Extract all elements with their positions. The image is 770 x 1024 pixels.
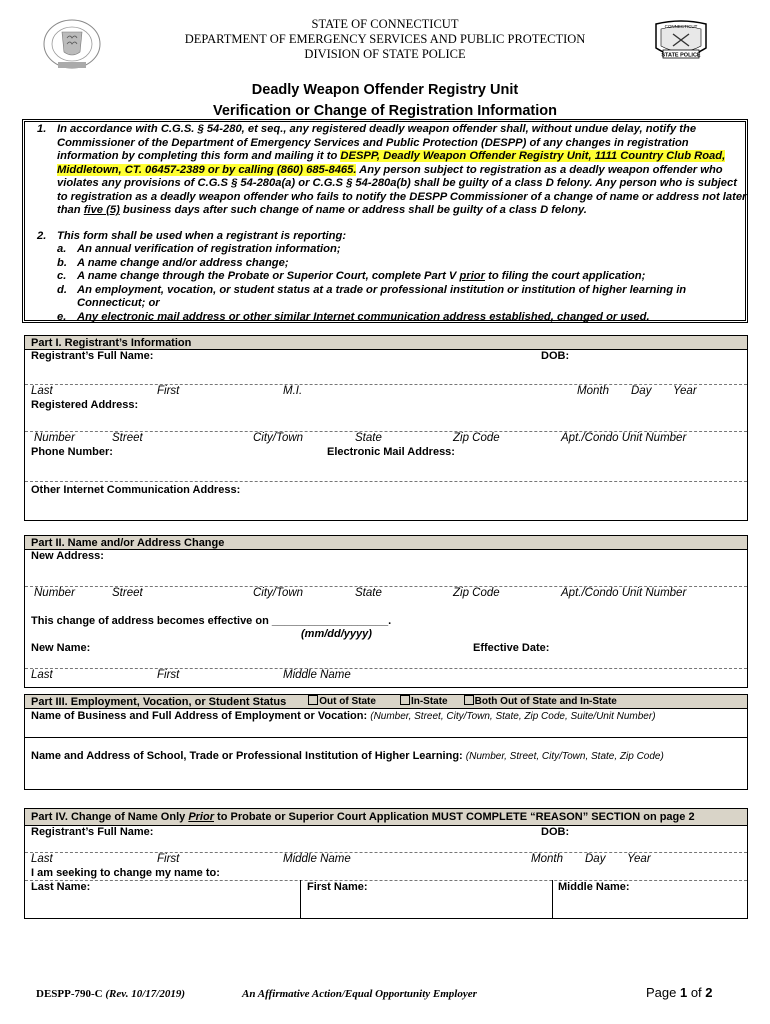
page-title: Deadly Weapon Offender Registry Unit [251,82,519,98]
apt-label: Apt./Condo Unit Number [561,432,687,444]
new-address-label: New Address: [31,550,104,562]
number-label: Number [34,432,75,444]
state-label: State [355,432,382,444]
state-label: State [355,587,382,599]
seeking-label: I am seeking to change my name to: [31,867,220,879]
city-label: City/Town [253,432,304,444]
badge-text: STATE POLICE [661,52,701,59]
reporting-list [57,243,737,324]
other-address-label: Other Internet Communication Address: [31,484,241,496]
first-name-label: First Name: [307,881,368,893]
month-label: Month [531,853,563,865]
effective-date-label: Effective Date: [473,642,550,654]
new-name-field[interactable] [25,668,747,669]
registered-address-label: Registered Address: [31,399,139,411]
effective-on-label: This change of address becomes effective on ___________________. [31,615,392,627]
instructions-box [22,119,748,323]
email-label: Electronic Mail Address: [327,446,455,458]
part-4-header: Part IV. Change of Name Only Prior to Probate or Superior Court Application MUST COMPLETE “REASON” SECTION on page 2 [25,809,747,826]
seeking-divider [25,880,747,881]
last-label: Last [31,669,53,681]
both-checkbox[interactable] [464,695,474,705]
dob-label: DOB: [541,826,570,838]
form-id: DESPP-790-C (Rev. 10/17/2019) [36,988,185,1000]
zip-label: Zip Code [453,587,500,599]
instruction-paragraph-1 [57,123,747,218]
list-item: d. An employment, vocation, or student status at a trade or professional institution or institution of higher learning in Connecticut; or [57,283,687,309]
year-label: Year [627,853,651,865]
header-line-department: DEPARTMENT OF EMERGENCY SERVICES AND PUBLIC PROTECTION [184,32,586,46]
part-3-employment-status [24,694,748,790]
full-name-label: Registrant’s Full Name: [31,350,154,362]
part-1-registrant-info [24,335,748,521]
middle-label: Middle Name [283,669,351,681]
first-label: First [157,853,180,865]
phone-email-field[interactable] [25,481,747,482]
month-label: Month [577,385,609,397]
part-2-header: Part II. Name and/or Address Change [25,536,747,550]
day-label: Day [585,853,606,865]
street-label: Street [112,432,143,444]
part-3-title: Part III. Employment, Vocation, or Student Status [31,695,287,708]
middle-label: Middle Name [283,853,351,865]
instruction-paragraph-2: This form shall be used when a registrant is reporting: [57,230,347,242]
in-state-option[interactable]: In-State [400,695,448,709]
street-label: Street [112,587,143,599]
in-state-checkbox[interactable] [400,695,410,705]
header-line-division: DIVISION OF STATE POLICE [304,47,466,61]
agency-header [150,17,620,62]
full-name-label: Registrant’s Full Name: [31,826,154,838]
state-police-badge [653,20,709,62]
first-label: First [157,385,180,397]
new-name-label: New Name: [31,642,91,654]
list-item: a. An annual verification of registration information; [57,243,341,255]
out-of-state-checkbox[interactable] [308,695,318,705]
school-label: Name and Address of School, Trade or Professional Institution of Higher Learning: (Number, Street, City/Town, State, Zip Code) [31,750,664,762]
number-label: Number [34,587,75,599]
employer-statement: An Affirmative Action/Equal Opportunity Employer [242,988,477,1000]
part-2-name-address-change [24,535,748,688]
year-label: Year [673,385,697,397]
list-item: e. Any electronic mail address or other similar Internet communication address established, changed or used. [57,310,650,323]
p1-text-c: business days after such change of name or address shall be guilty of a class D felony. [119,204,587,216]
business-field[interactable] [25,737,747,738]
page-subtitle: Verification or Change of Registration Information [213,103,557,119]
date-format-label: (mm/dd/yyyy) [301,628,372,640]
day-label: Day [631,385,652,397]
mi-label: M.I. [283,385,303,397]
mailing-address-highlight: DESPP, Deadly Weapon Offender Registry Unit, 1111 Country Club Road, Middletown, CT. 06457-2389 or by calling (860) 685-8465. [57,150,726,176]
item-number: 2. [37,230,47,242]
p1-underline: five (5) [83,204,120,216]
part-3-header [25,695,747,709]
list-item: b. A name change and/or address change; [57,256,289,269]
column-divider [552,880,553,919]
city-label: City/Town [253,587,304,599]
last-label: Last [31,385,53,397]
zip-label: Zip Code [453,432,500,444]
both-option[interactable]: Both Out of State and In-State [464,695,617,709]
badge-top-text: CONNECTICUT [664,24,698,29]
business-label: Name of Business and Full Address of Employment or Vocation: (Number, Street, City/Town, State, Zip Code, Suite/Unit Number) [31,710,656,722]
dob-label: DOB: [541,350,570,362]
page-number: Page 1 of 2 [646,985,713,1000]
state-seal-icon [40,18,104,74]
list-item: c. A name change through the Probate or Superior Court, complete Part V prior to filing the court application; [57,270,646,282]
apt-label: Apt./Condo Unit Number [561,587,687,599]
item-number: 1. [37,123,47,135]
middle-name-label: Middle Name: [558,881,630,893]
first-label: First [157,669,180,681]
column-divider [300,880,301,919]
header-line-state: STATE OF CONNECTICUT [311,17,459,31]
part-1-header: Part I. Registrant’s Information [25,336,747,350]
last-label: Last [31,853,53,865]
phone-label: Phone Number: [31,446,113,458]
out-of-state-option[interactable]: Out of State [308,695,376,709]
p1-text-b: Any person subject to registration as a deadly weapon offender who violates any provisions of C.G.S § 54-280a(a) or C.G.S § 54-280a(b) shall be guilty of a class D felony. Any person who is subject to registration as a deadly weapon offender who fails to notify the DESPP Commissioner of a change of name or address not later than [57,163,747,216]
p1-text-a: In accordance with C.G.S. § 54-280, et seq., any registered deadly weapon offender shall, without undue delay, notify the Commissioner of the Department of Emergency Services and Public Protection (DESPP) of any changes in registration information by completing this form and mailing it to [57,123,697,162]
part-4-name-change [24,808,748,919]
last-name-label: Last Name: [31,881,91,893]
